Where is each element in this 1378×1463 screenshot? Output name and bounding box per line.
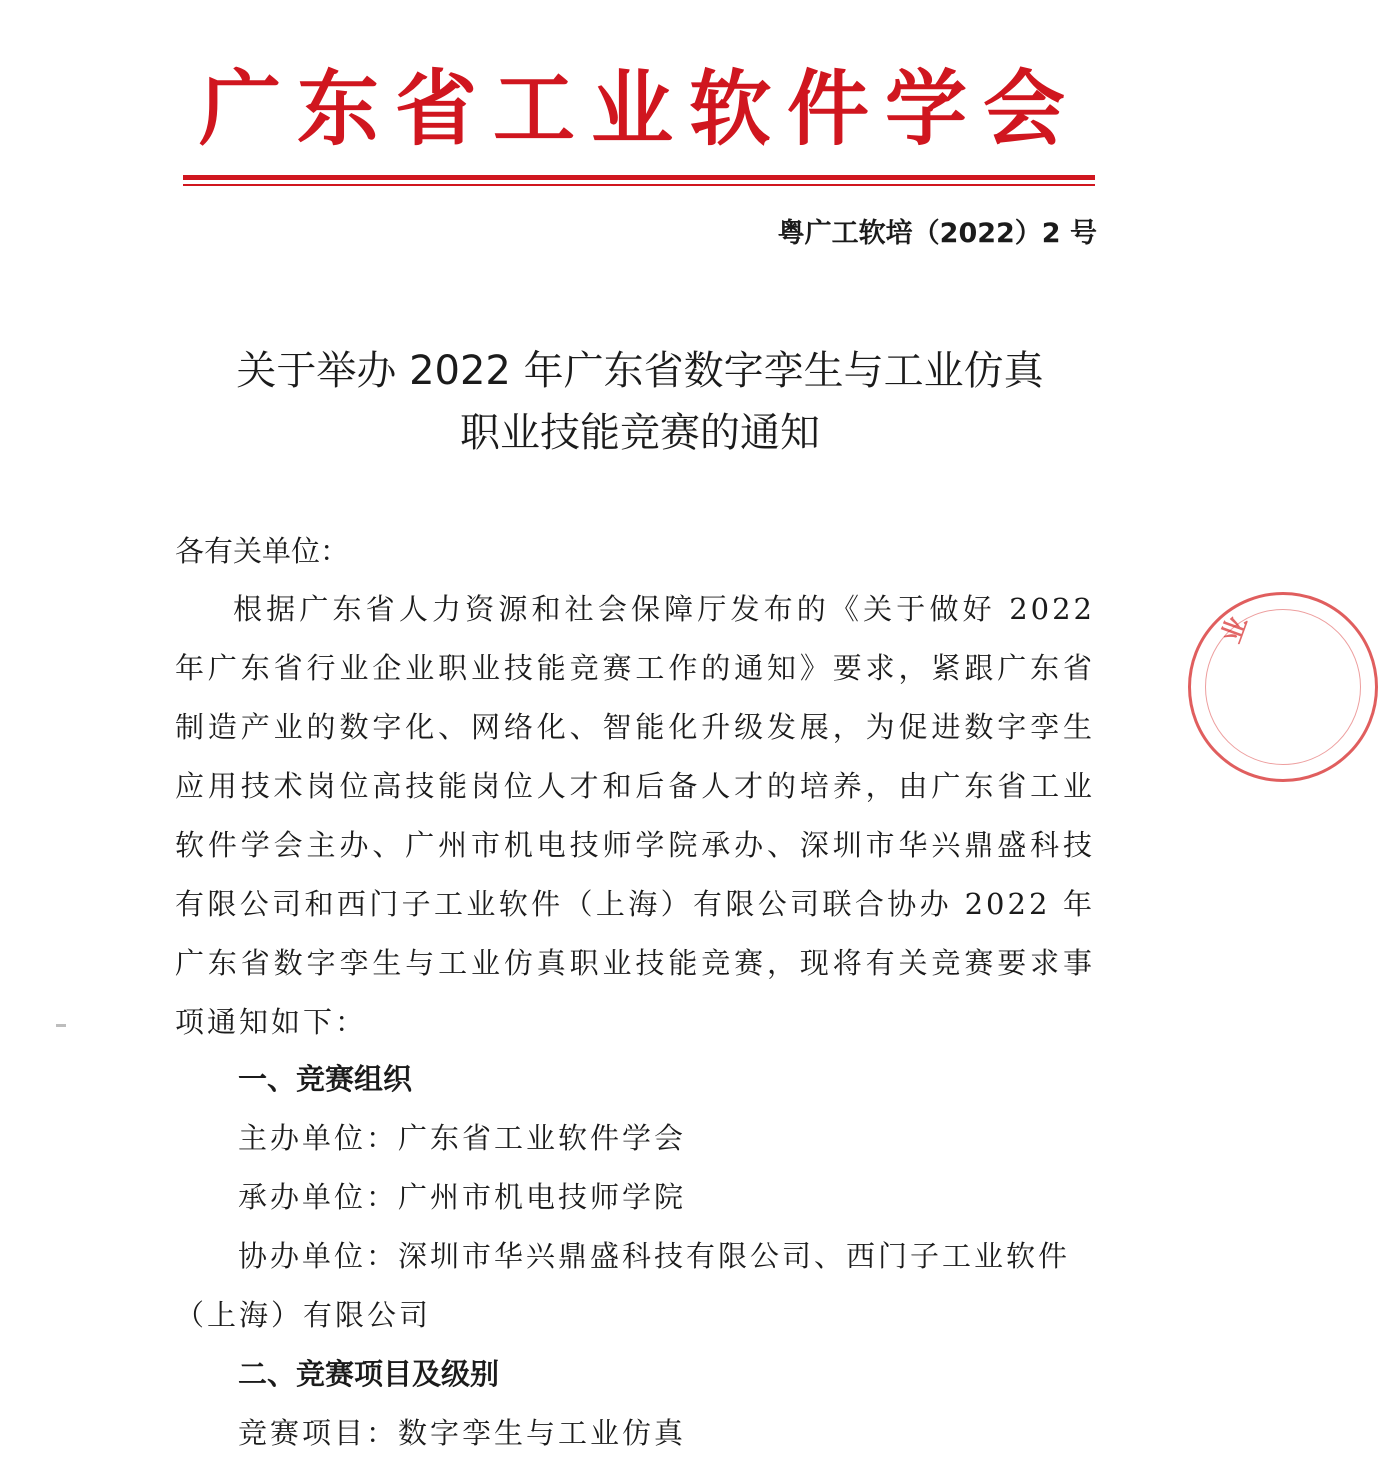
intro-paragraph: 根据广东省人力资源和社会保障厅发布的《关于做好 2022 年广东省行业企业职业技能竞赛工作的通知》要求，紧跟广东省制造产业的数字化、网络化、智能化升级发展，为促进数字孪生应用技术岗位高技能岗位人才和后备人才的培养，由广东省工业软件学会主办、广州市机电技师学院承办、深圳市华兴鼎盛科技有限公司和西门子工业软件（上海）有限公司联合协办 2022 年广东省数字孪生与工业仿真职业技能竞赛，现将有关竞赛要求事项通知如下： (175, 592, 1095, 1039)
document-title-line-1: 关于举办 2022 年广东省数字孪生与工业仿真 (236, 348, 1044, 394)
document-title-line-2: 职业技能竞赛的通知 (460, 410, 820, 456)
project-line: 竞赛项目：数字孪生与工业仿真 (238, 1416, 687, 1450)
document-number: 粤广工软培（2022）2 号 (777, 218, 1097, 249)
co-organizer-line-continued: （上海）有限公司 (175, 1298, 432, 1332)
section-heading-project: 二、竞赛项目及级别 (238, 1357, 500, 1391)
seal-text-fragment: 业 (1216, 612, 1254, 648)
host-line: 承办单位：广州市机电技师学院 (238, 1180, 687, 1214)
org-header: 广东省工业软件学会 (198, 62, 1081, 157)
scan-speck (56, 1024, 66, 1027)
document-title (160, 340, 1120, 464)
header-rule-thin (183, 184, 1095, 186)
section-heading-organization: 一、竞赛组织 (238, 1062, 413, 1096)
header-rule-thick (183, 175, 1095, 180)
salutation: 各有关单位： (175, 534, 350, 568)
red-seal-stamp (1188, 592, 1378, 782)
organizer-line: 主办单位：广东省工业软件学会 (238, 1121, 687, 1155)
co-organizer-line: 协办单位：深圳市华兴鼎盛科技有限公司、西门子工业软件 (238, 1239, 1071, 1273)
